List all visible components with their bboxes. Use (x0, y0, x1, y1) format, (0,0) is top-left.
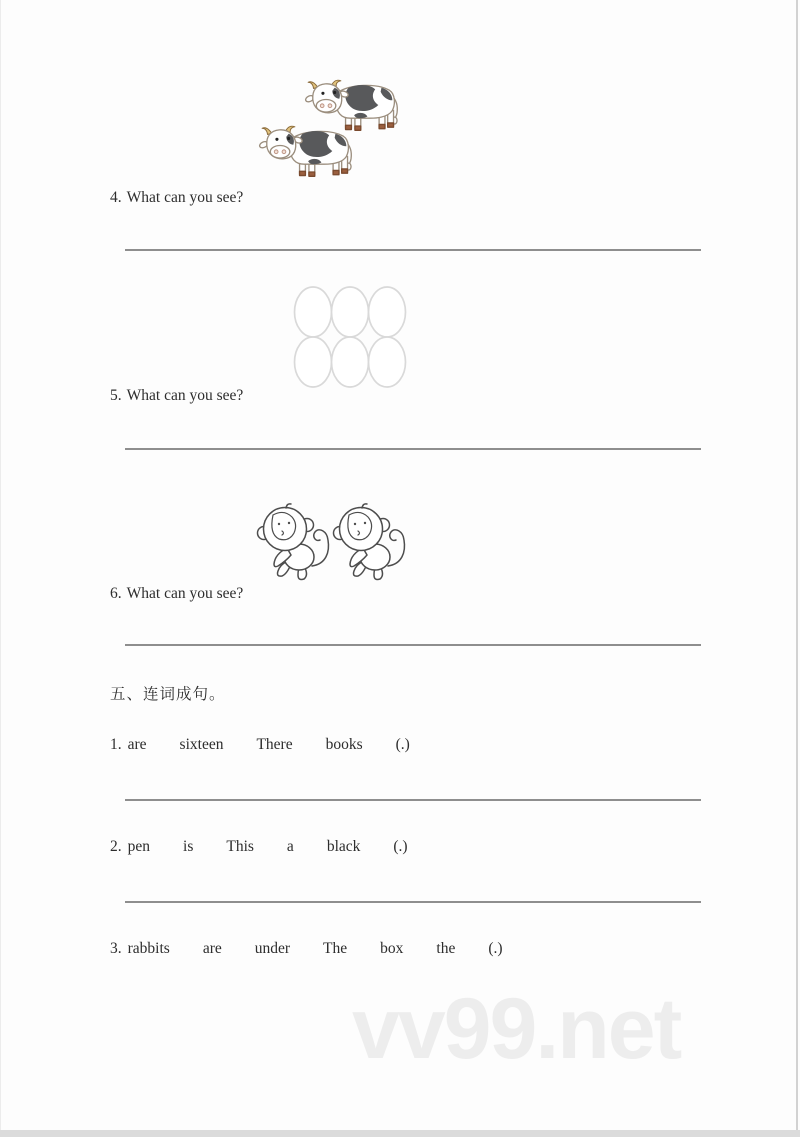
egg-icon (295, 337, 332, 387)
word: books (325, 736, 363, 753)
two-cows-illustration (255, 72, 420, 198)
word: the (436, 940, 456, 957)
monkey-icon (334, 504, 405, 580)
word: under (254, 940, 291, 957)
answer-line-item-2 (125, 901, 701, 903)
word: box (380, 940, 404, 957)
word: are (202, 940, 222, 957)
egg-icon (332, 337, 369, 387)
question-text: What can you see? (126, 189, 244, 206)
question-6-label (110, 585, 243, 603)
rearrange-item-1 (110, 736, 410, 754)
word: This (226, 838, 254, 855)
punctuation-hint: (.) (488, 940, 503, 957)
question-5-label (110, 387, 243, 405)
monkey-icon (258, 504, 329, 580)
page-edge-left (0, 0, 1, 1130)
six-eggs-illustration (293, 285, 407, 389)
cow-icon (259, 126, 352, 176)
word: black (326, 838, 361, 855)
item-number: 1. (110, 736, 122, 753)
rearrange-item-2 (110, 838, 408, 856)
word: are (127, 736, 147, 753)
word: is (183, 838, 194, 855)
page-edge-bottom (0, 1130, 800, 1137)
word: The (323, 940, 348, 957)
question-4-label (110, 189, 243, 207)
answer-line-item-1 (125, 799, 701, 801)
site-watermark: vv99.net (352, 981, 681, 1077)
question-text: What can you see? (126, 387, 244, 404)
answer-line-q5 (125, 448, 701, 450)
word: sixteen (179, 736, 224, 753)
egg-icon (332, 287, 369, 337)
question-number: 6. (110, 585, 122, 602)
item-number: 3. (110, 940, 122, 957)
egg-icon (295, 287, 332, 337)
answer-line-q6 (125, 644, 701, 646)
word: a (286, 838, 294, 855)
rearrange-item-3 (110, 940, 503, 958)
item-number: 2. (110, 838, 122, 855)
word: rabbits (127, 940, 170, 957)
word: There (256, 736, 293, 753)
two-monkeys-illustration (256, 499, 412, 585)
egg-icon (369, 287, 406, 337)
page-edge-right (796, 0, 798, 1130)
punctuation-hint: (.) (395, 736, 410, 753)
word: pen (127, 838, 151, 855)
egg-icon (369, 337, 406, 387)
answer-line-q4 (125, 249, 701, 251)
section-five-title: 五、连词成句。 (110, 686, 226, 703)
punctuation-hint: (.) (393, 838, 408, 855)
question-number: 4. (110, 189, 122, 206)
question-text: What can you see? (126, 585, 244, 602)
cow-icon (305, 80, 398, 130)
question-number: 5. (110, 387, 122, 404)
